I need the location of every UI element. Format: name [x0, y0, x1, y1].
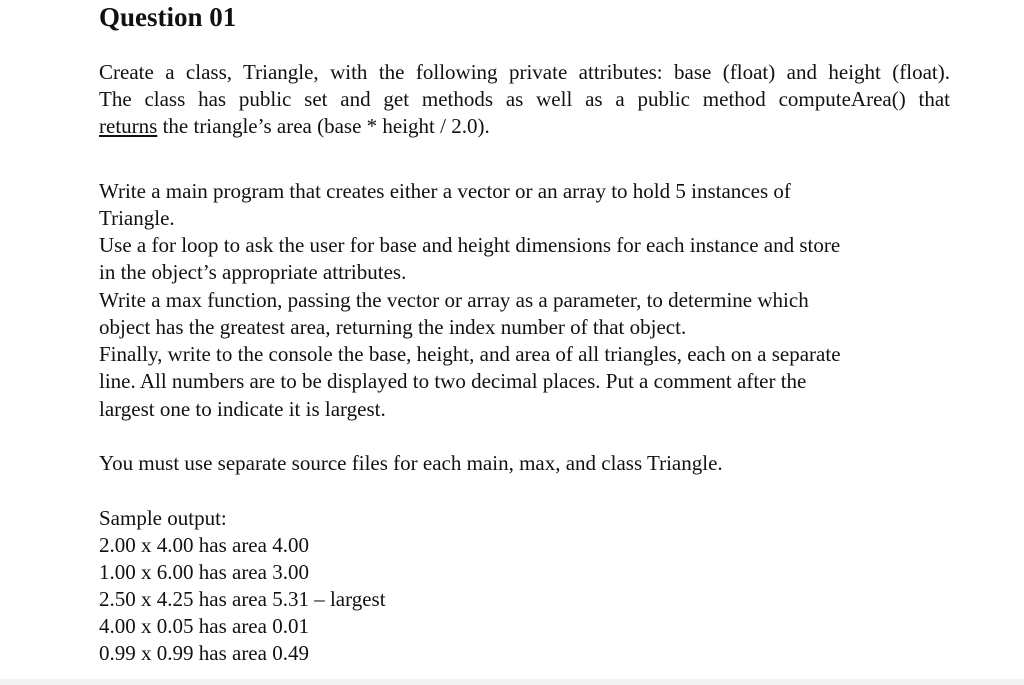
sample-output-line: 2.00 x 4.00 has area 4.00 — [99, 533, 309, 557]
sample-output-line: 2.50 x 4.25 has area 5.31 – largest — [99, 587, 386, 611]
paragraph2-line9: largest one to indicate it is largest. — [99, 397, 386, 421]
paragraph2-line8: line. All numbers are to be displayed to two decimal places. Put a comment after the — [99, 369, 807, 393]
paragraph1-line3 — [99, 113, 490, 140]
page-bottom-edge — [0, 679, 1024, 685]
paragraph2-line3: Use a for loop to ask the user for base and height dimensions for each instance and store — [99, 233, 841, 257]
sample-output-line: 0.99 x 0.99 has area 0.49 — [99, 641, 309, 665]
paragraph2-line4: in the object’s appropriate attributes. — [99, 260, 407, 284]
paragraph2-line2: Triangle. — [99, 206, 175, 230]
paragraph1-line1: Create a class, Triangle, with the following private attributes: base (float) and height (float). — [99, 60, 950, 84]
sample-output-label: Sample output: — [99, 506, 227, 530]
paragraph1-line2: The class has public set and get methods as well as a public method computeArea() that — [99, 87, 950, 111]
returns-underlined: returns — [99, 114, 158, 138]
paragraph2-line5: Write a max function, passing the vector or array as a parameter, to determine which — [99, 288, 809, 312]
paragraph2-line6: object has the greatest area, returning the index number of that object. — [99, 315, 687, 339]
paragraph3-line: You must use separate source files for each main, max, and class Triangle. — [99, 451, 723, 475]
sample-output-line: 1.00 x 6.00 has area 3.00 — [99, 560, 309, 584]
paragraph2-line7: Finally, write to the console the base, height, and area of all triangles, each on a separate — [99, 342, 841, 366]
question-heading: Question 01 — [99, 2, 237, 32]
sample-output-line: 4.00 x 0.05 has area 0.01 — [99, 614, 309, 638]
paragraph1-line3-rest: the triangle’s area (base * height / 2.0). — [157, 114, 490, 138]
paragraph2-line1: Write a main program that creates either a vector or an array to hold 5 instances of — [99, 179, 791, 203]
